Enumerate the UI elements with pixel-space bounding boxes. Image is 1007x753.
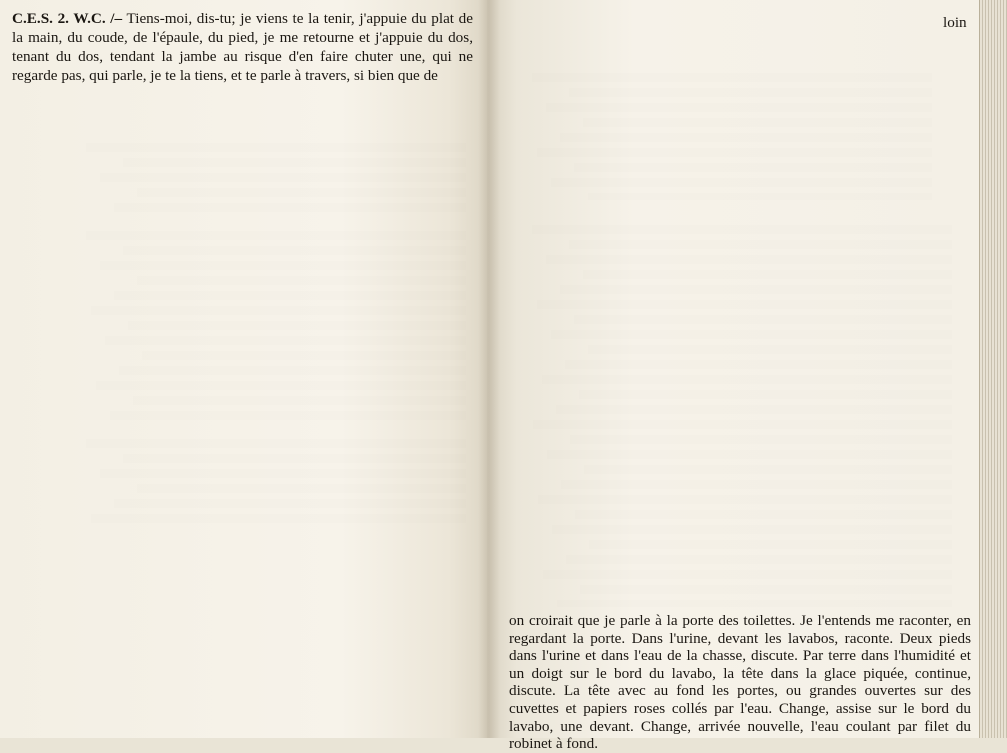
show-through-line — [569, 240, 952, 249]
right-page-top-word: loin — [943, 14, 967, 31]
show-through-line — [114, 203, 466, 212]
show-through-line — [575, 510, 952, 519]
show-through-line — [133, 396, 466, 405]
show-through-line — [142, 351, 466, 360]
show-through-line — [538, 495, 952, 504]
show-through-line — [532, 225, 952, 234]
show-through-line — [589, 540, 952, 549]
show-through-line — [579, 390, 952, 399]
left-page-body: Tiens-moi, dis-tu; je viens te la tenir, j'appuie du plat de la main, du coude, de l'épaule, du pied, je me retourne et j'appuie du dos, tenant du dos, tendant la jambe au risque d'en faire chuter une, qui ne regarde pas, qui parle, je te la tiens, et te parle à travers, si bien que de — [12, 10, 473, 84]
show-through-text — [86, 140, 466, 220]
right-page-paragraph: on croirait que je parle à la porte des toilettes. Je l'entends me raconter, en regardant la porte. Dans l'urine, devant les lavabos, raconte. Deux pieds dans l'urine et dans l'eau de la chasse, discute. Par terre dans l'humidité et un doigt sur le bord du lavabo, la tête dans la glace piquée, continue, discute. La tête avec au fond les portes, ou grandes ouvertes sur des cuvettes et papiers roses collés par l'eau. Change, assise sur le bord du lavabo, une devant. Change, arrivée nouvelle, l'eau coulant par filet du robinet à fond. — [509, 612, 971, 753]
show-through-line — [100, 469, 466, 478]
show-through-line — [565, 360, 952, 369]
show-through-line — [551, 178, 932, 187]
page-edges — [979, 0, 1007, 738]
show-through-line — [552, 525, 952, 534]
show-through-line — [588, 345, 952, 354]
show-through-line — [114, 499, 466, 508]
show-through-text — [86, 436, 466, 526]
show-through-line — [119, 366, 466, 375]
show-through-line — [560, 133, 932, 142]
show-through-line — [123, 246, 466, 255]
show-through-text — [532, 222, 952, 607]
show-through-line — [551, 330, 952, 339]
show-through-line — [569, 88, 932, 97]
show-through-line — [533, 420, 952, 429]
show-through-line — [110, 411, 466, 420]
show-through-line — [537, 148, 932, 157]
show-through-line — [96, 381, 466, 390]
show-through-line — [560, 285, 952, 294]
show-through-line — [542, 375, 952, 384]
show-through-line — [128, 321, 466, 330]
show-through-line — [584, 465, 952, 474]
show-through-line — [566, 555, 952, 564]
section-heading: C.E.S. 2. W.C. /– — [12, 10, 123, 27]
show-through-line — [123, 158, 466, 167]
show-through-line — [546, 103, 932, 112]
show-through-line — [570, 435, 952, 444]
show-through-line — [543, 570, 952, 579]
book-gutter — [478, 0, 500, 738]
show-through-line — [557, 600, 952, 607]
show-through-line — [556, 405, 952, 414]
show-through-line — [86, 231, 466, 240]
show-through-line — [114, 291, 466, 300]
left-page-paragraph — [12, 9, 473, 85]
show-through-line — [532, 73, 932, 82]
show-through-line — [546, 255, 952, 264]
show-through-line — [580, 585, 952, 594]
show-through-line — [123, 454, 466, 463]
show-through-line — [137, 276, 466, 285]
show-through-text — [532, 70, 932, 200]
show-through-line — [561, 480, 952, 489]
show-through-line — [537, 300, 952, 309]
show-through-line — [583, 270, 952, 279]
show-through-line — [574, 163, 932, 172]
show-through-line — [91, 306, 466, 315]
show-through-line — [137, 188, 466, 197]
show-through-line — [86, 439, 466, 448]
show-through-line — [100, 261, 466, 270]
show-through-line — [574, 315, 952, 324]
show-through-line — [105, 336, 466, 345]
show-through-line — [86, 143, 466, 152]
show-through-line — [137, 484, 466, 493]
show-through-line — [583, 118, 932, 127]
show-through-text — [86, 228, 466, 428]
show-through-line — [91, 514, 466, 523]
show-through-line — [100, 173, 466, 182]
show-through-line — [547, 450, 952, 459]
show-through-line — [588, 193, 932, 200]
